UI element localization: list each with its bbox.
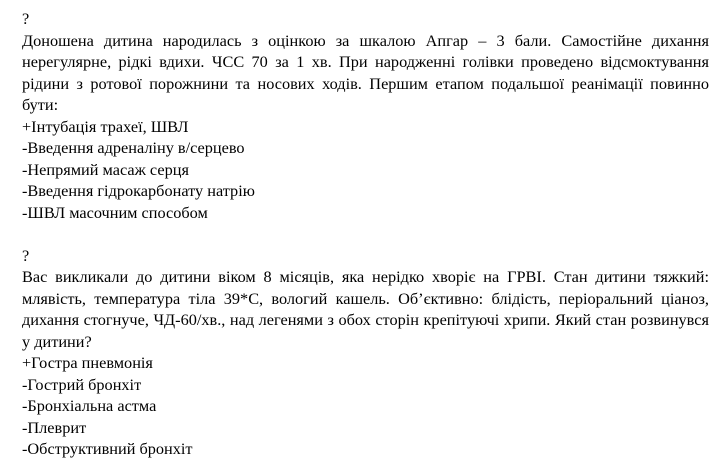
answer-option-correct: +Інтубація трахеї, ШВЛ [22, 116, 189, 136]
answer-option: -Введення адреналіну в/серцево [22, 138, 245, 157]
question-block-1 [22, 8, 709, 223]
document-page [22, 8, 709, 460]
answer-option: -Плеврит [22, 417, 87, 437]
answer-option: -Непрямий масаж серця [22, 159, 189, 179]
question-stem: Вас викликали до дитини віком 8 місяців, яка нерідко хворіє на ГРВІ. Стан дитини тяжкий: млявість, температура тіла 39*С, вологий кашель. Об’єктивно: блідість, періоральний ціаноз, дихання стогнуче, ЧД-60/хв., над легенями з обох сторін крепітуючі хрипи. Який стан розвинувся у дитини? [22, 267, 709, 351]
answer-option-correct: +Гостра пневмонія [22, 353, 153, 372]
answer-option: -Гострий бронхіт [22, 374, 142, 394]
question-marker: ? [22, 245, 30, 265]
question-marker: ? [22, 9, 30, 28]
answer-option: -ШВЛ масочним способом [22, 202, 208, 222]
question-stem: Доношена дитина народилась з оцінкою за шкалою Апгар – 3 бали. Самостійне дихання нерегулярне, рідкі вдихи. ЧСС 70 за 1 хв. При народженні голівки проведено відсмоктування рідини з ротової порожнини та носових ходів. Першим етапом подальшої реанімації повинно бути: [22, 30, 709, 114]
question-block-2 [22, 245, 709, 460]
answer-option: -Бронхіальна астма [22, 396, 157, 415]
answer-option: -Обструктивний бронхіт [22, 439, 193, 458]
answer-option: -Введення гідрокарбонату натрію [22, 181, 255, 200]
